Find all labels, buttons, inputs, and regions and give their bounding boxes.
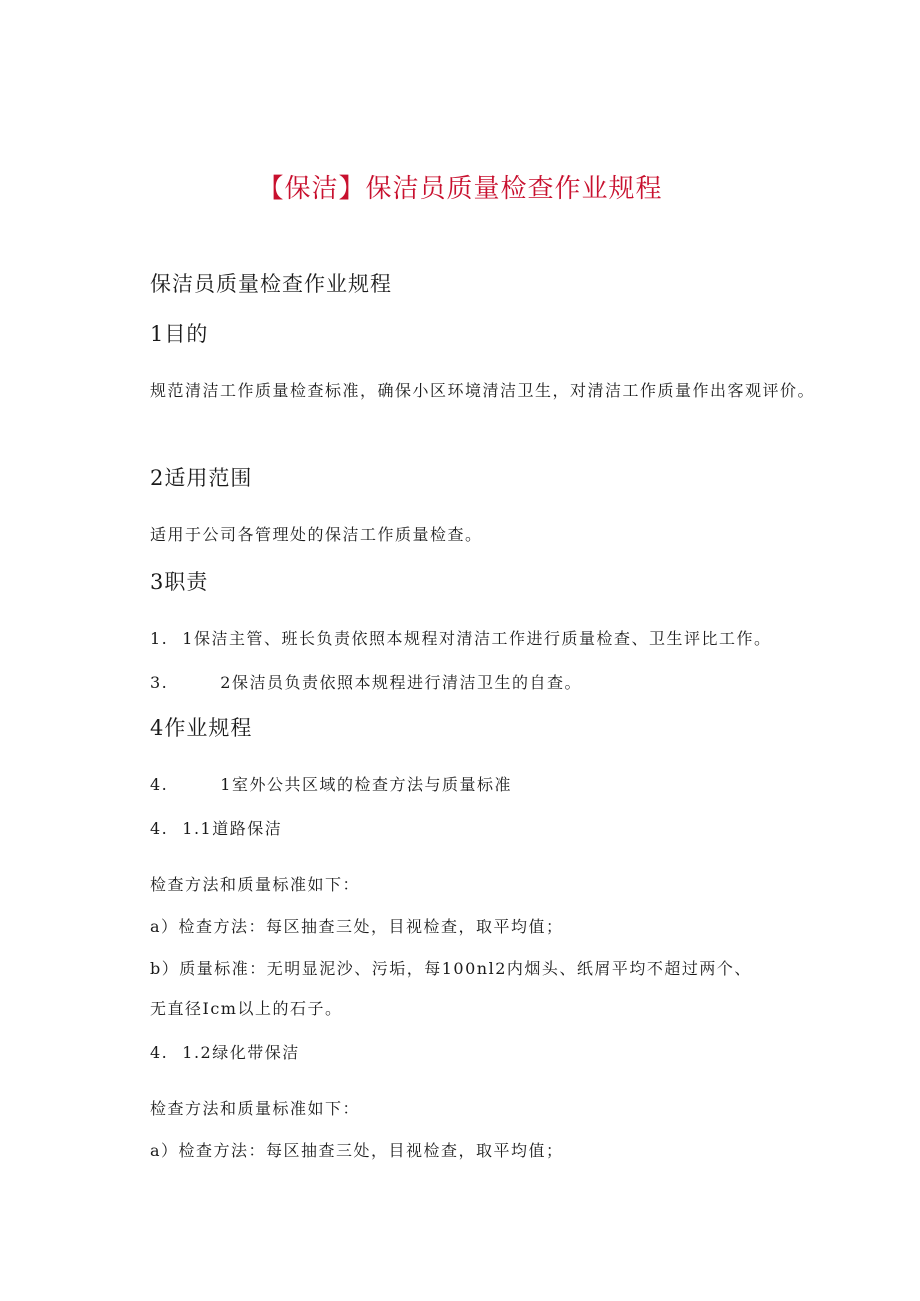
list-number: 4. xyxy=(150,819,169,838)
section-3-heading: 3职责 xyxy=(150,570,209,594)
list-number: 3. xyxy=(150,673,169,692)
section-4-heading: 4作业规程 xyxy=(150,716,253,740)
section-4-item-1 xyxy=(150,772,512,795)
section-4-sub-2 xyxy=(150,1040,300,1063)
sub-1-intro: 检查方法和质量标准如下： xyxy=(150,875,361,894)
sub-1-item-b-line-2: 无直径Icm以上的石子。 xyxy=(150,999,343,1018)
document-title: 【保洁】保洁员质量检查作业规程 xyxy=(257,174,663,204)
list-number: 4. xyxy=(150,775,169,794)
list-text: 1保洁主管、班长负责依照本规程对清洁工作进行质量检查、卫生评比工作。 xyxy=(182,629,772,648)
list-number: 4. xyxy=(150,1043,169,1062)
sub-2-intro: 检查方法和质量标准如下： xyxy=(150,1099,361,1118)
section-4-sub-1 xyxy=(150,816,282,839)
list-text: 1.2绿化带保洁 xyxy=(182,1043,300,1062)
section-1-text: 规范清洁工作质量检查标准，确保小区环境清洁卫生，对清洁工作质量作出客观评价。 xyxy=(150,381,816,400)
list-number: 1. xyxy=(150,629,169,648)
sub-2-item-a: a）检查方法：每区抽查三处，目视检查，取平均值； xyxy=(150,1141,564,1160)
section-3-item-1 xyxy=(150,626,771,649)
document-subtitle: 保洁员质量检查作业规程 xyxy=(150,272,392,296)
list-text: 1.1道路保洁 xyxy=(182,819,283,838)
section-3-item-2 xyxy=(150,670,582,693)
list-text: 2保洁员负责依照本规程进行清洁卫生的自查。 xyxy=(220,673,582,692)
section-1-heading: 1目的 xyxy=(150,322,209,346)
section-2-heading: 2适用范围 xyxy=(150,466,253,490)
list-text: 1室外公共区域的检查方法与质量标准 xyxy=(220,775,512,794)
sub-1-item-b-line-1: b）质量标准：无明显泥沙、污垢，每100nl2内烟头、纸屑平均不超过两个、 xyxy=(150,959,752,978)
sub-1-item-a: a）检查方法：每区抽查三处，目视检查，取平均值； xyxy=(150,917,564,936)
section-2-text: 适用于公司各管理处的保洁工作质量检查。 xyxy=(150,525,483,544)
